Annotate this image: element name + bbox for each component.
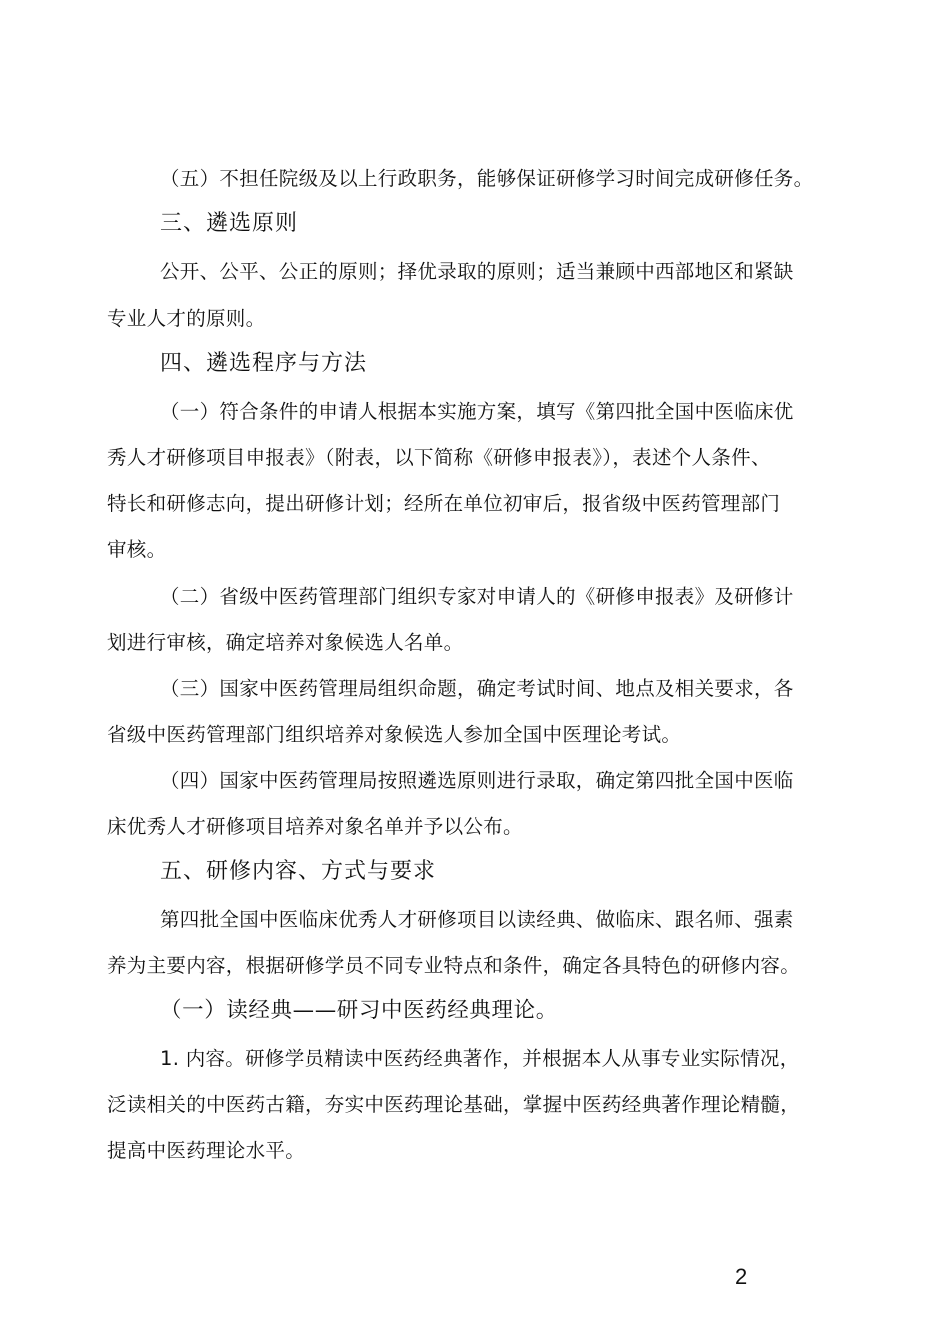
paragraph-line: 专业人才的原则。	[107, 307, 266, 330]
paragraph-line: 秀人才研修项目申报表》（附表，以下简称《研修申报表》），表述个人条件、	[107, 446, 771, 469]
paragraph-line: 审核。	[107, 538, 167, 561]
paragraph-line: 第四批全国中医临床优秀人才研修项目以读经典、做临床、跟名师、强素	[160, 908, 794, 931]
section-heading: 四、遴选程序与方法	[160, 351, 368, 376]
paragraph-line: （一）符合条件的申请人根据本实施方案，填写《第四批全国中医临床优	[160, 400, 794, 423]
paragraph-line: 提高中医药理论水平。	[107, 1139, 306, 1162]
page-number: 2	[735, 1264, 748, 1289]
paragraph-line: 特长和研修志向，提出研修计划；经所在单位初审后，报省级中医药管理部门	[107, 492, 781, 515]
section-heading: 三、遴选原则	[160, 211, 299, 236]
paragraph-line: （二）省级中医药管理部门组织专家对申请人的《研修申报表》及研修计	[160, 585, 794, 608]
subsection-heading: （一）读经典——研习中医药经典理论。	[160, 998, 558, 1023]
paragraph-line: （五）不担任院级及以上行政职务，能够保证研修学习时间完成研修任务。	[160, 167, 814, 190]
paragraph-line: 1. 内容。研修学员精读中医药经典著作，并根据本人从事专业实际情况，	[160, 1047, 800, 1070]
paragraph-line: （三）国家中医药管理局组织命题，确定考试时间、地点及相关要求，各	[160, 677, 794, 700]
paragraph-line: 泛读相关的中医药古籍，夯实中医药理论基础，掌握中医药经典著作理论精髓，	[107, 1093, 801, 1116]
paragraph-line: 划进行审核，确定培养对象候选人名单。	[107, 631, 464, 654]
section-heading: 五、研修内容、方式与要求	[160, 859, 437, 884]
paragraph-line: 床优秀人才研修项目培养对象名单并予以公布。	[107, 815, 523, 838]
paragraph-line: 养为主要内容，根据研修学员不同专业特点和条件，确定各具特色的研修内容。	[107, 954, 801, 977]
paragraph-line: （四）国家中医药管理局按照遴选原则进行录取，确定第四批全国中医临	[160, 769, 794, 792]
paragraph-line: 公开、公平、公正的原则；择优录取的原则；适当兼顾中西部地区和紧缺	[160, 260, 794, 283]
paragraph-line: 省级中医药管理部门组织培养对象候选人参加全国中医理论考试。	[107, 723, 682, 746]
